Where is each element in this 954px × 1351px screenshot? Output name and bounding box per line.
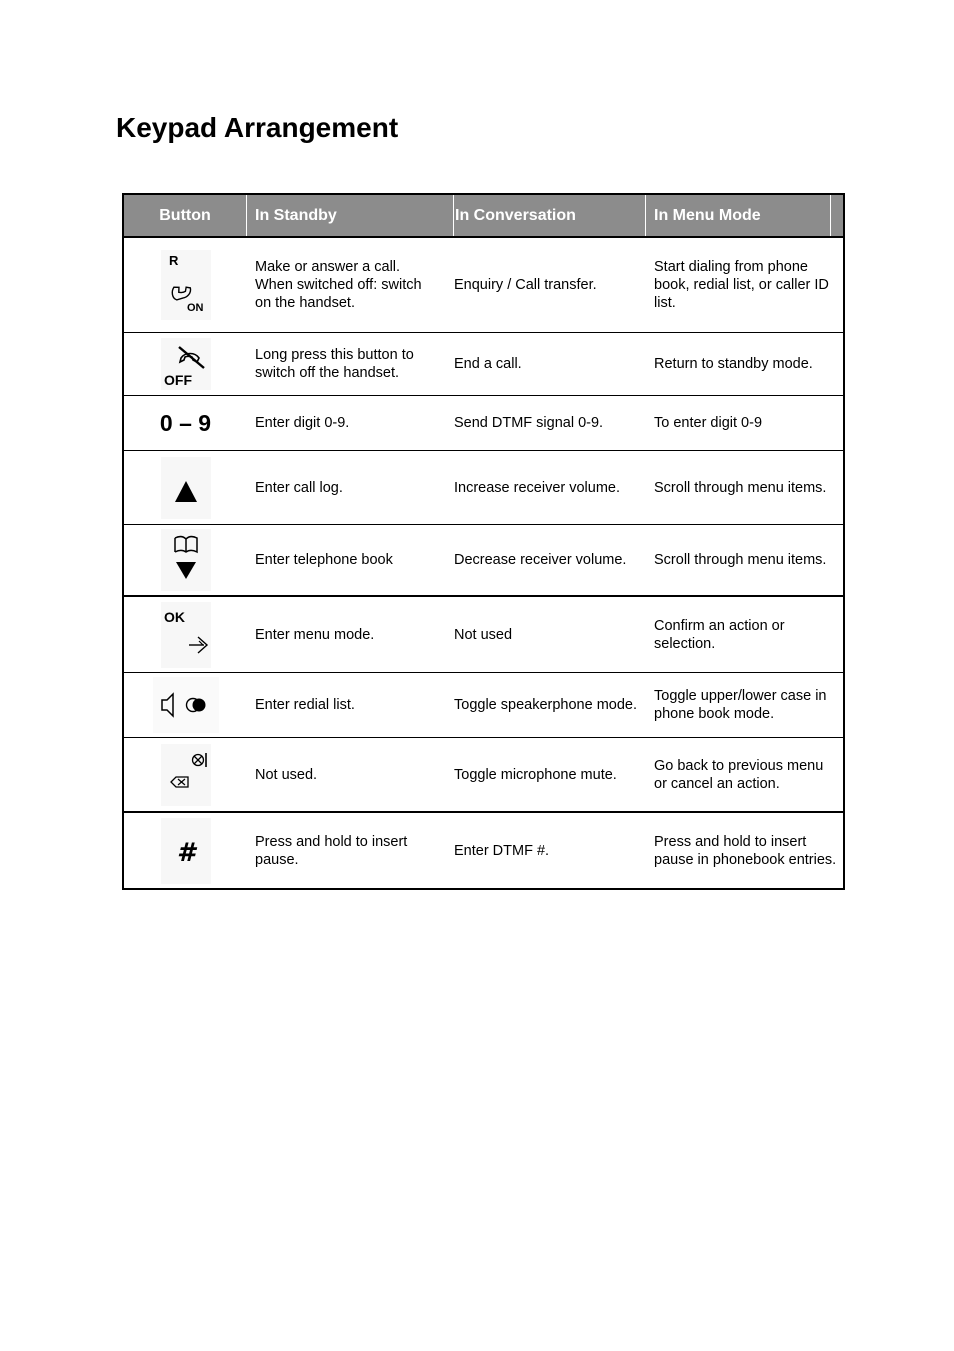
standby-cell: Press and hold to insert pause. [255,833,408,868]
table-row [124,238,843,333]
standby-cell: Not used. [255,766,318,783]
standby-cell: Enter menu mode. [255,626,375,643]
call-on-on-label: ON [186,302,203,314]
table-row [124,396,843,451]
conversation-cell: Increase receiver volume. [454,479,621,496]
menu-cell: To enter digit 0-9 [654,415,763,431]
button-cell [124,451,247,524]
header-menu-mode: In Menu Mode [646,195,831,236]
header-conversation: In Conversation [454,195,646,236]
standby-cell: Make or answer a call. When switched off: switch on the handset. [255,259,422,311]
mute-backspace-icon [161,744,211,806]
hash-label: # [176,837,195,868]
button-cell [124,238,247,332]
button-cell [124,396,247,450]
up-arrow-icon [161,457,211,519]
conversation-cell: End a call. [454,356,522,372]
table-row [124,813,843,888]
ok-label: OK [163,608,185,625]
button-cell [124,597,247,672]
speaker-case-icon [153,677,219,733]
page-title: Keypad Arrangement [116,112,399,143]
conversation-cell: Send DTMF signal 0-9. [454,415,604,431]
button-cell [124,333,247,395]
standby-cell: Enter telephone book [255,552,393,568]
call-on-r-label: R [168,253,178,268]
header-button: Button [124,195,247,236]
hash-icon [161,818,211,884]
header-standby: In Standby [247,195,454,236]
standby-cell: Enter digit 0-9. [255,415,350,431]
conversation-cell: Enquiry / Call transfer. [454,277,597,293]
button-cell [124,673,247,737]
table-row [124,333,843,396]
button-cell [124,813,247,888]
book-down-arrow-icon [161,529,211,591]
table-row [124,451,843,525]
menu-cell: Start dialing from phone book, redial list, or caller ID list. [654,259,829,311]
table-header [124,195,843,238]
call-off-label: OFF [163,372,192,388]
button-cell [124,738,247,811]
conversation-cell: Decrease receiver volume. [454,552,627,568]
call-on-icon [161,250,211,320]
menu-cell: Scroll through menu items. [654,552,827,568]
menu-cell: Scroll through menu items. [654,479,827,496]
table-row [124,673,843,738]
menu-cell: Confirm an action or selection. [654,617,785,652]
standby-cell: Enter call log. [255,479,343,496]
table-row [124,525,843,597]
menu-cell: Return to standby mode. [654,356,813,372]
standby-cell: Enter redial list. [255,697,355,713]
conversation-cell: Not used [454,626,513,643]
ok-enter-icon [161,602,211,668]
table-row [124,738,843,813]
keypad-table [122,193,845,890]
digits-label: 0 – 9 [159,410,212,436]
call-off-icon [161,338,211,390]
menu-cell: Press and hold to insert pause in phonebook entries. [654,833,837,868]
conversation-cell: Toggle microphone mute. [454,766,617,783]
conversation-cell: Toggle speakerphone mode. [454,697,637,713]
menu-cell: Toggle upper/lower case in phone book mode. [654,688,827,722]
menu-cell: Go back to previous menu or cancel an action. [654,757,824,792]
table-row [124,597,843,673]
button-cell [124,525,247,595]
standby-cell: Long press this button to switch off the handset. [255,347,414,381]
conversation-cell: Enter DTMF #. [454,842,550,859]
